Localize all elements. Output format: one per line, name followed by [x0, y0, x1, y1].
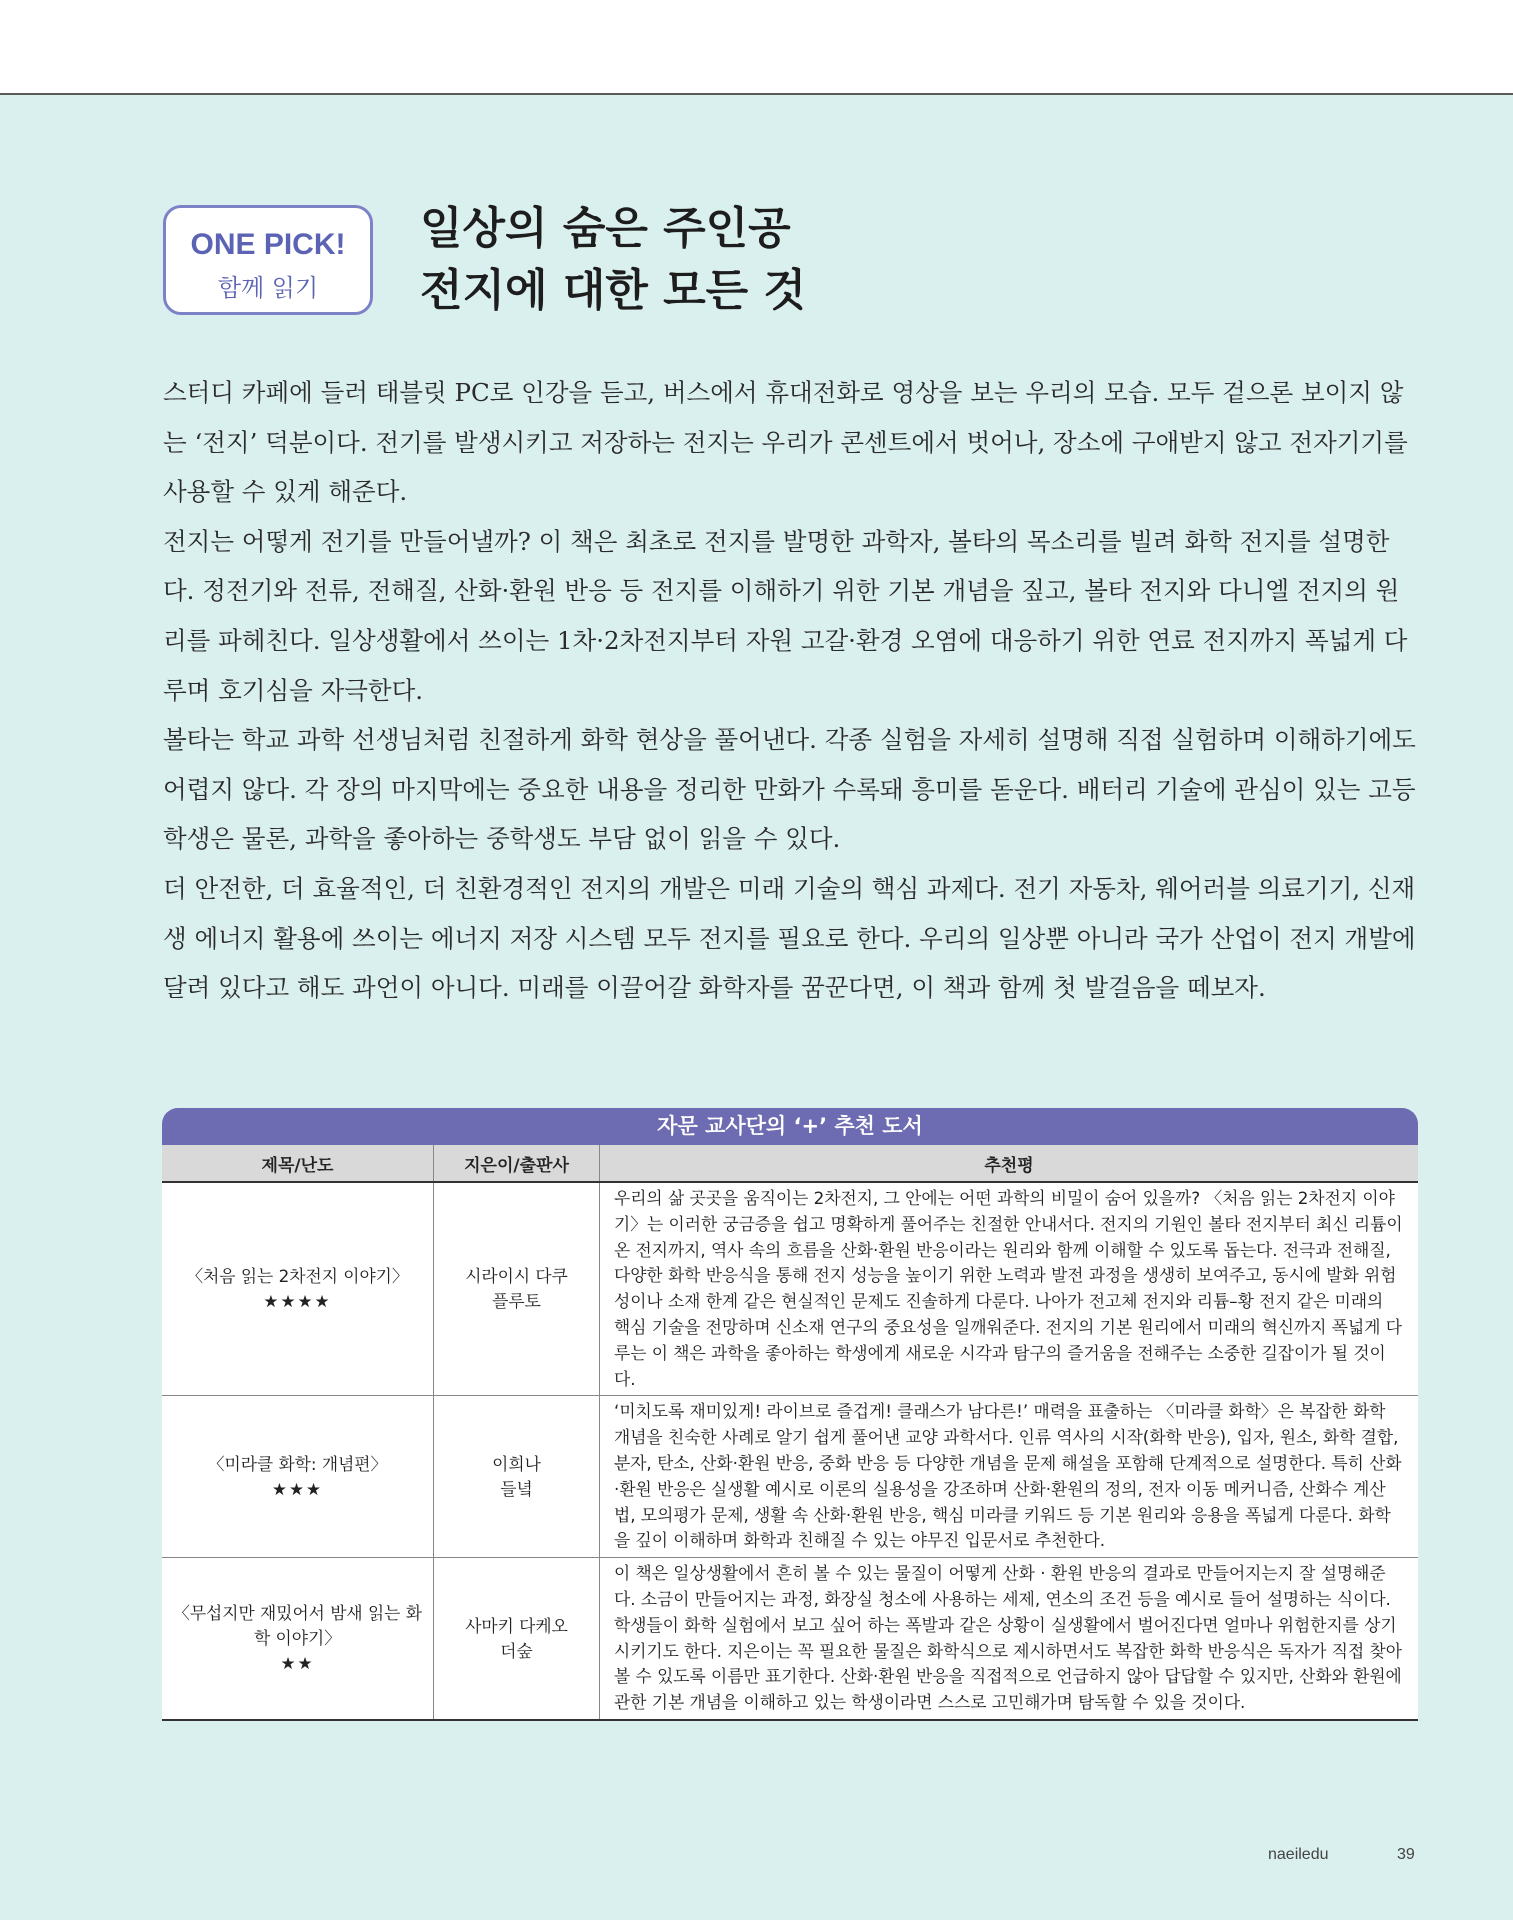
author-name: 시라이시 다쿠 [465, 1266, 568, 1287]
book-title: 〈처음 읽는 2차전지 이야기〉 [186, 1266, 409, 1287]
one-pick-badge [163, 205, 373, 315]
title-line-2: 전지에 대한 모든 것 [420, 265, 806, 316]
header-title: 제목/난도 [162, 1145, 434, 1182]
table-row [162, 1182, 1418, 1396]
paragraph: 더 안전한, 더 효율적인, 더 친환경적인 전지의 개발은 미래 기술의 핵심 과제다. 전기 자동차, 웨어러블 의료기기, 신재생 에너지 활용에 쓰이는 에너지 저장 시스템 모두 전지를 필요로 한다. 우리의 일상뿐 아니라 국가 산업이 전지 개발에 달려 있다고 해도 과언이 아니다. 미래를 이끌어갈 화학자를 꿈꾼다면, 이 책과 함께 첫 발걸음을 떼보자. [163, 873, 1416, 1003]
book-title: 〈미라클 화학: 개념편〉 [207, 1453, 388, 1474]
top-margin [0, 0, 1513, 95]
publisher-name: 들녘 [500, 1478, 533, 1499]
page-number: 39 [1397, 1846, 1415, 1863]
footer-brand: naeiledu [1268, 1846, 1329, 1863]
paragraph: 전지는 어떻게 전기를 만들어낼까? 이 책은 최초로 전지를 발명한 과학자, 볼타의 목소리를 빌려 화학 전지를 설명한다. 정전기와 전류, 전해질, 산화·환원 반응 등 전지를 이해하기 위한 기본 개념을 짚고, 볼타 전지와 다니엘 전지의 원리를 파헤친다. 일상생활에서 쓰이는 1차·2차전지부터 자원 고갈·환경 오염에 대응하기 위한 연료 전지까지 폭넓게 다루며 호기심을 자극한다. [163, 526, 1408, 705]
author-cell [434, 1182, 600, 1396]
header-author: 지은이/출판사 [434, 1145, 600, 1182]
author-name: 사마키 다케오 [465, 1615, 568, 1636]
article-body [163, 368, 1418, 1013]
recommendation-table [162, 1108, 1418, 1721]
book-title-cell [162, 1558, 434, 1720]
table-row [162, 1396, 1418, 1558]
difficulty-stars: ★★★★ [263, 1291, 332, 1312]
header-review: 추천평 [600, 1145, 1419, 1182]
page-title [420, 198, 1320, 322]
badge-pick-label: ONE PICK! [190, 228, 346, 261]
author-cell [434, 1558, 600, 1720]
book-title-cell [162, 1396, 434, 1558]
book-title-cell [162, 1182, 434, 1396]
author-cell [434, 1396, 600, 1558]
publisher-name: 플루토 [492, 1291, 541, 1312]
book-title: 〈무섭지만 재밌어서 밤새 읽는 화학 이야기〉 [173, 1603, 422, 1649]
paragraph: 스터디 카페에 들러 태블릿 PC로 인강을 듣고, 버스에서 휴대전화로 영상을 보는 우리의 모습. 모두 겉으론 보이지 않는 ‘전지’ 덕분이다. 전기를 발생시키고 저장하는 전지는 우리가 콘센트에서 벗어나, 장소에 구애받지 않고 전자기기를 사용할 수 있게 해준다. [163, 378, 1408, 507]
review-cell: 우리의 삶 곳곳을 움직이는 2차전지, 그 안에는 어떤 과학의 비밀이 숨어 있을까? 〈처음 읽는 2차전지 이야기〉는 이러한 궁금증을 쉽고 명확하게 풀어주는 친절한 안내서다. 전지의 기원인 볼타 전지부터 최신 리튬이온 전지까지, 역사 속의 흐름을 산화·환원 반응이라는 원리와 함께 이해할 수 있도록 돕는다. 전극과 전해질, 다양한 화학 반응식을 통해 전지 성능을 높이기 위한 노력과 발전 과정을 생생히 보여주고, 동시에 발화 위험성이나 소재 한계 같은 현실적인 문제도 진솔하게 다룬다. 나아가 전고체 전지와 리튬–황 전지 같은 미래의 핵심 기술을 전망하며 신소재 연구의 중요성을 일깨워준다. 전지의 기본 원리에서 미래의 혁신까지 폭넓게 다루는 이 책은 과학을 좋아하는 학생에게 새로운 시각과 탐구의 즐거움을 전해주는 소중한 길잡이가 될 것이다. [600, 1182, 1419, 1396]
book-table [162, 1145, 1418, 1721]
difficulty-stars: ★★ [280, 1653, 315, 1674]
badge-sub-label: 함께 읽기 [217, 274, 319, 302]
title-line-1: 일상의 숨은 주인공 [420, 203, 791, 254]
publisher-name: 더숲 [500, 1640, 533, 1661]
table-caption: 자문 교사단의 ‘+’ 추천 도서 [162, 1108, 1418, 1145]
table-row [162, 1558, 1418, 1720]
paragraph: 볼타는 학교 과학 선생님처럼 친절하게 화학 현상을 풀어낸다. 각종 실험을 자세히 설명해 직접 실험하며 이해하기에도 어렵지 않다. 각 장의 마지막에는 중요한 내용을 정리한 만화가 수록돼 흥미를 돋운다. 배터리 기술에 관심이 있는 고등학생은 물론, 과학을 좋아하는 중학생도 부담 없이 읽을 수 있다. [163, 725, 1416, 854]
review-cell: ‘미치도록 재미있게! 라이브로 즐겁게! 클래스가 남다른!’ 매력을 표출하는 〈미라클 화학〉은 복잡한 화학 개념을 친숙한 사례로 알기 쉽게 풀어낸 교양 과학서다. 인류 역사의 시작(화학 반응), 입자, 원소, 화학 결합, 분자, 탄소, 산화·환원 반응, 중화 반응 등 다양한 개념을 문제 해설을 포함해 단계적으로 설명한다. 특히 산화·환원 반응은 실생활 예시로 이론의 실용성을 강조하며 산화·환원의 정의, 전자 이동 메커니즘, 산화수 계산법, 모의평가 문제, 생활 속 산화·환원 반응, 핵심 미라클 키워드 등 기본 원리와 응용을 폭넓게 다룬다. 화학을 깊이 이해하며 화학과 친해질 수 있는 야무진 입문서로 추천한다. [600, 1396, 1419, 1558]
table-header-row [162, 1145, 1418, 1182]
author-name: 이희나 [492, 1453, 541, 1474]
review-cell: 이 책은 일상생활에서 흔히 볼 수 있는 물질이 어떻게 산화 · 환원 반응의 결과로 만들어지는지 잘 설명해준다. 소금이 만들어지는 과정, 화장실 청소에 사용하는 세제, 연소의 조건 등을 예시로 들어 설명하는 식이다. 학생들이 화학 실험에서 보고 싶어 하는 폭발과 같은 상황이 실생활에서 벌어진다면 얼마나 위험한지를 상기시키기도 한다. 지은이는 꼭 필요한 물질은 화학식으로 제시하면서도 복잡한 화학 반응식은 독자가 직접 찾아볼 수 있도록 이름만 표기한다. 산화·환원 반응을 직접적으로 언급하지 않아 답답할 수 있지만, 산화와 환원에 관한 기본 개념을 이해하고 있는 학생이라면 스스로 고민해가며 탐독할 수 있을 것이다. [600, 1558, 1419, 1720]
difficulty-stars: ★★★ [271, 1478, 324, 1499]
